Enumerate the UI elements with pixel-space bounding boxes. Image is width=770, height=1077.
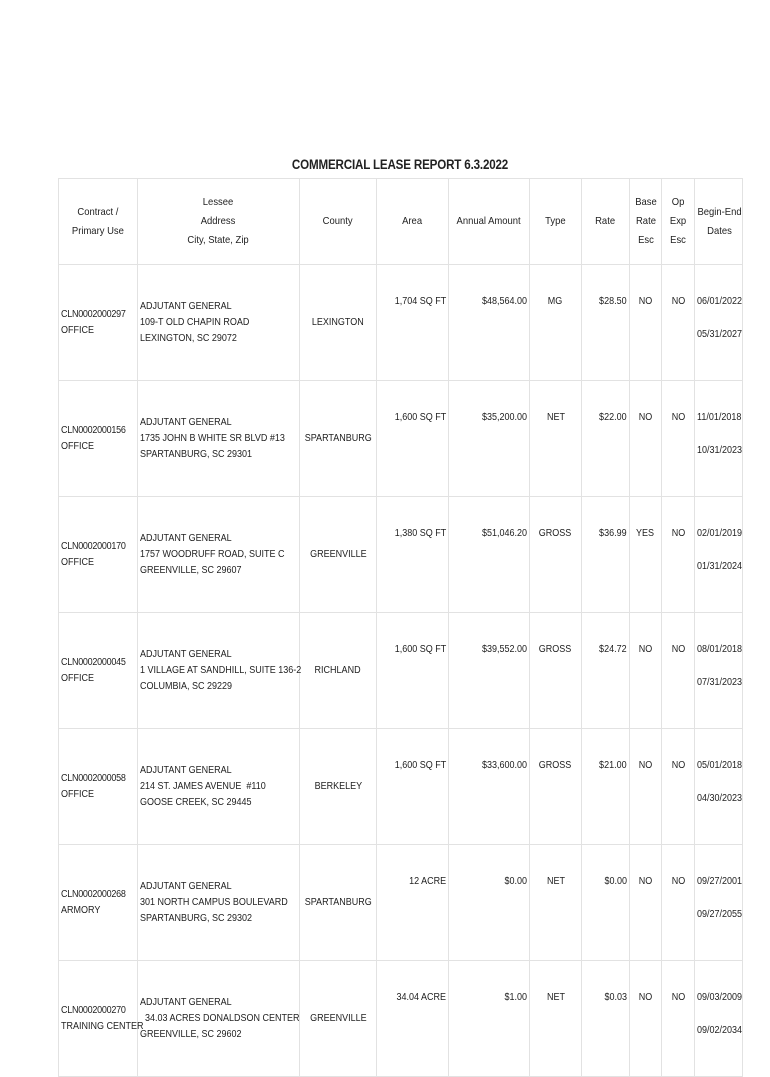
header-contract: Contract / Primary Use bbox=[59, 179, 138, 265]
area-cell: 1,704 SQ FT bbox=[377, 265, 449, 381]
rate-cell: $36.99 bbox=[582, 497, 630, 613]
header-dates: Begin-End Dates bbox=[695, 179, 743, 265]
base-esc-cell: NO bbox=[630, 729, 662, 845]
lessee-cell: ADJUTANT GENERAL 1757 WOODRUFF ROAD, SUITE C GREENVILLE, SC 29607 bbox=[138, 497, 300, 613]
rate-cell: $21.00 bbox=[582, 729, 630, 845]
rate-cell: $28.50 bbox=[582, 265, 630, 381]
base-esc-cell: NO bbox=[630, 845, 662, 961]
dates-cell: 11/01/2018 10/31/2023 bbox=[695, 381, 743, 497]
county-cell: BERKELEY bbox=[300, 729, 377, 845]
op-esc-cell: NO bbox=[662, 961, 695, 1077]
table-row bbox=[59, 613, 743, 729]
county-cell: GREENVILLE bbox=[300, 961, 377, 1077]
type-cell: GROSS bbox=[530, 497, 582, 613]
amount-cell: $1.00 bbox=[449, 961, 530, 1077]
type-cell: MG bbox=[530, 265, 582, 381]
header-county: County bbox=[300, 179, 377, 265]
county-cell: SPARTANBURG bbox=[300, 381, 377, 497]
header-area: Area bbox=[377, 179, 449, 265]
rate-cell: $22.00 bbox=[582, 381, 630, 497]
table-row bbox=[59, 729, 743, 845]
type-cell: NET bbox=[530, 961, 582, 1077]
amount-cell: $48,564.00 bbox=[449, 265, 530, 381]
county-cell: RICHLAND bbox=[300, 613, 377, 729]
amount-cell: $0.00 bbox=[449, 845, 530, 961]
lessee-cell: ADJUTANT GENERAL 109-T OLD CHAPIN ROAD LEXINGTON, SC 29072 bbox=[138, 265, 300, 381]
lessee-cell: ADJUTANT GENERAL 301 NORTH CAMPUS BOULEVARD SPARTANBURG, SC 29302 bbox=[138, 845, 300, 961]
amount-cell: $35,200.00 bbox=[449, 381, 530, 497]
rate-cell: $0.03 bbox=[582, 961, 630, 1077]
contract-cell: CLN0002000268 ARMORY bbox=[59, 845, 138, 961]
header-type: Type bbox=[530, 179, 582, 265]
dates-cell: 08/01/2018 07/31/2023 bbox=[695, 613, 743, 729]
base-esc-cell: YES bbox=[630, 497, 662, 613]
county-cell: LEXINGTON bbox=[300, 265, 377, 381]
area-cell: 34.04 ACRE bbox=[377, 961, 449, 1077]
contract-cell: CLN0002000045 OFFICE bbox=[59, 613, 138, 729]
lease-table bbox=[58, 178, 743, 1077]
op-esc-cell: NO bbox=[662, 845, 695, 961]
area-cell: 1,600 SQ FT bbox=[377, 729, 449, 845]
county-cell: GREENVILLE bbox=[300, 497, 377, 613]
header-op-exp-esc: Op Exp Esc bbox=[662, 179, 695, 265]
dates-cell: 06/01/2022 05/31/2027 bbox=[695, 265, 743, 381]
area-cell: 1,380 SQ FT bbox=[377, 497, 449, 613]
op-esc-cell: NO bbox=[662, 729, 695, 845]
header-annual-amount: Annual Amount bbox=[449, 179, 530, 265]
table-row bbox=[59, 497, 743, 613]
lessee-cell: ADJUTANT GENERAL 214 ST. JAMES AVENUE #110 GOOSE CREEK, SC 29445 bbox=[138, 729, 300, 845]
op-esc-cell: NO bbox=[662, 613, 695, 729]
contract-cell: CLN0002000170 OFFICE bbox=[59, 497, 138, 613]
dates-cell: 05/01/2018 04/30/2023 bbox=[695, 729, 743, 845]
header-base-rate-esc: Base Rate Esc bbox=[630, 179, 662, 265]
county-cell: SPARTANBURG bbox=[300, 845, 377, 961]
type-cell: NET bbox=[530, 381, 582, 497]
dates-cell: 02/01/2019 01/31/2024 bbox=[695, 497, 743, 613]
table-row bbox=[59, 961, 743, 1077]
type-cell: NET bbox=[530, 845, 582, 961]
table-row bbox=[59, 381, 743, 497]
contract-cell: CLN0002000058 OFFICE bbox=[59, 729, 138, 845]
area-cell: 1,600 SQ FT bbox=[377, 381, 449, 497]
base-esc-cell: NO bbox=[630, 381, 662, 497]
header-row bbox=[59, 179, 743, 265]
rate-cell: $0.00 bbox=[582, 845, 630, 961]
area-cell: 12 ACRE bbox=[377, 845, 449, 961]
dates-cell: 09/03/2009 09/02/2034 bbox=[695, 961, 743, 1077]
lessee-cell: ADJUTANT GENERAL 1 VILLAGE AT SANDHILL, SUITE 136-2 COLUMBIA, SC 29229 bbox=[138, 613, 300, 729]
base-esc-cell: NO bbox=[630, 613, 662, 729]
table-row bbox=[59, 845, 743, 961]
amount-cell: $33,600.00 bbox=[449, 729, 530, 845]
table-row bbox=[59, 265, 743, 381]
amount-cell: $39,552.00 bbox=[449, 613, 530, 729]
op-esc-cell: NO bbox=[662, 381, 695, 497]
report-title: COMMERCIAL LEASE REPORT 6.3.2022 bbox=[291, 157, 509, 172]
rate-cell: $24.72 bbox=[582, 613, 630, 729]
op-esc-cell: NO bbox=[662, 497, 695, 613]
type-cell: GROSS bbox=[530, 613, 582, 729]
contract-cell: CLN0002000270 TRAINING CENTER bbox=[59, 961, 138, 1077]
type-cell: GROSS bbox=[530, 729, 582, 845]
header-rate: Rate bbox=[582, 179, 630, 265]
base-esc-cell: NO bbox=[630, 961, 662, 1077]
area-cell: 1,600 SQ FT bbox=[377, 613, 449, 729]
lessee-cell: ADJUTANT GENERAL 34.03 ACRES DONALDSON CENTER GREENVILLE, SC 29602 bbox=[138, 961, 300, 1077]
dates-cell: 09/27/2001 09/27/2055 bbox=[695, 845, 743, 961]
op-esc-cell: NO bbox=[662, 265, 695, 381]
base-esc-cell: NO bbox=[630, 265, 662, 381]
lessee-cell: ADJUTANT GENERAL 1735 JOHN B WHITE SR BLVD #13 SPARTANBURG, SC 29301 bbox=[138, 381, 300, 497]
contract-cell: CLN0002000156 OFFICE bbox=[59, 381, 138, 497]
contract-cell: CLN0002000297 OFFICE bbox=[59, 265, 138, 381]
amount-cell: $51,046.20 bbox=[449, 497, 530, 613]
header-lessee: Lessee Address City, State, Zip bbox=[138, 179, 300, 265]
